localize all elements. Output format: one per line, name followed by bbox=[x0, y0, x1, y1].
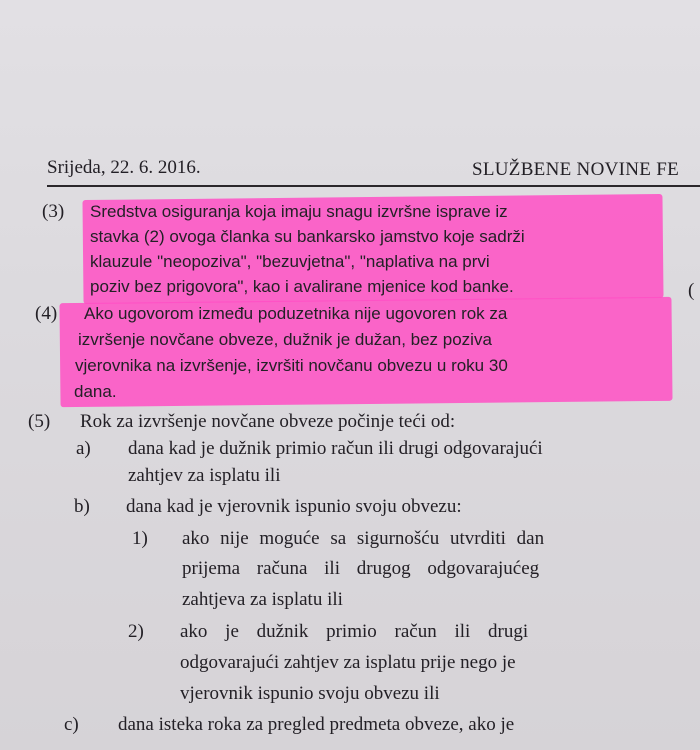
sub-2-line-1: ako je dužnik primio račun ili drugi bbox=[180, 621, 529, 642]
paragraph-5-number: (5) bbox=[28, 411, 51, 432]
sub-2-label: 2) bbox=[128, 621, 144, 642]
sub-1-line-2: prijema računa ili drugog odgovarajućeg bbox=[182, 558, 540, 579]
header-date: Srijeda, 22. 6. 2016. bbox=[47, 157, 201, 178]
item-b-line: dana kad je vjerovnik ispunio svoju obvezu: bbox=[126, 496, 462, 517]
paragraph-4-number: (4) bbox=[35, 303, 58, 324]
page-header bbox=[47, 155, 700, 185]
header-title: SLUŽBENE NOVINE FE bbox=[472, 159, 679, 180]
sub-2-line-2: odgovarajući zahtjev za isplatu prije nego je bbox=[180, 652, 516, 673]
paragraph-4-line-4: dana. bbox=[74, 382, 117, 401]
margin-mark: ( bbox=[688, 280, 695, 301]
paragraph-4-line-3: vjerovnika na izvršenje, izvršiti novčanu obvezu u roku 30 bbox=[75, 356, 508, 375]
item-c-label: c) bbox=[64, 714, 79, 735]
sub-1-line-3: zahtjeva za isplatu ili bbox=[182, 589, 343, 610]
item-b-label: b) bbox=[74, 496, 90, 517]
paragraph-3-line-3: klauzule "neopoziva", "bezuvjetna", "naplativa na prvi bbox=[90, 252, 490, 271]
sub-2-line-3: vjerovnik ispunio svoju obvezu ili bbox=[180, 683, 440, 704]
sub-1-line-1: ako nije moguće sa sigurnošću utvrditi dan bbox=[182, 528, 545, 549]
paragraph-3-line-1: Sredstva osiguranja koja imaju snagu izvršne isprave iz bbox=[90, 202, 508, 221]
paragraph-3-number: (3) bbox=[42, 201, 65, 222]
paragraph-3-line-2: stavka (2) ovoga članka su bankarsko jamstvo koje sadrži bbox=[90, 227, 525, 246]
item-c-line: dana isteka roka za pregled predmeta obveze, ako je bbox=[118, 714, 515, 735]
item-a-line-2: zahtjev za isplatu ili bbox=[128, 465, 281, 486]
paragraph-5-intro: Rok za izvršenje novčane obveze počinje teći od: bbox=[80, 411, 456, 432]
sub-1-label: 1) bbox=[132, 528, 148, 549]
paragraph-3-line-4: poziv bez prigovora", kao i avalirane mjenice kod banke. bbox=[90, 277, 514, 296]
item-a-label: a) bbox=[76, 438, 91, 459]
item-a-line-1: dana kad je dužnik primio račun ili drugi odgovarajući bbox=[128, 438, 543, 459]
header-rule bbox=[47, 185, 700, 187]
paragraph-4-line-1: Ako ugovorom između poduzetnika nije ugovoren rok za bbox=[84, 304, 508, 323]
paragraph-4-line-2: izvršenje novčane obveze, dužnik je dužan, bez poziva bbox=[78, 330, 492, 349]
